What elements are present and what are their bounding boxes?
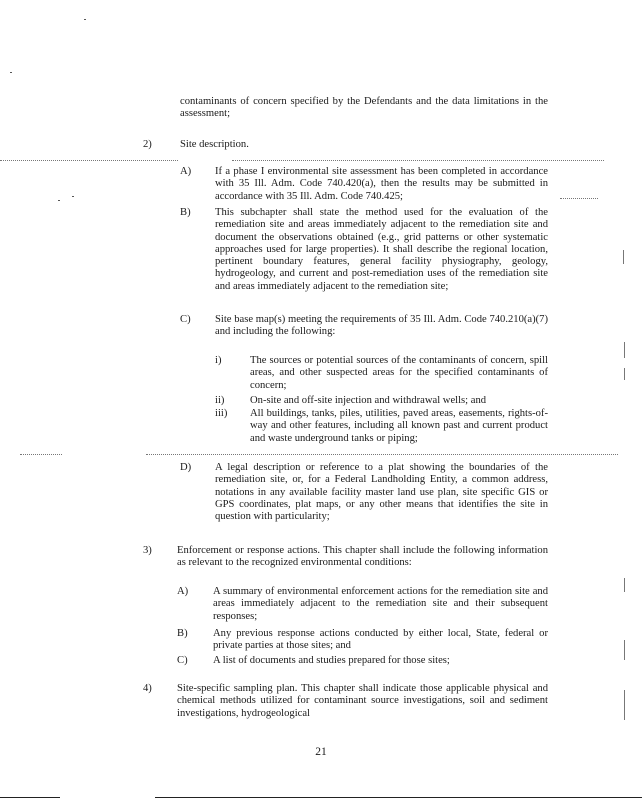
item-text: This subchapter shall state the method used for the evaluation of the remediation site and areas immediately adjacent to the remediation site and document the observations obtained (e.g., grid patterns or other systematic approaches used for large properties). It shall describe the regional location, pertinent boundary features, general facility physiography, geology, hydrogeology, and current and post-remediation uses of the remediation site and areas immediately adjacent to the remediation site;: [215, 207, 548, 292]
subitem-text: The sources or potential sources of the contaminants of concern, spill areas, and other suspected areas for the specified contaminants of concern;: [250, 355, 548, 391]
item-text: A summary of environmental enforcement actions for the remediation site and areas immediately adjacent to the remediation site and their subsequent responses;: [213, 586, 548, 622]
section-number: 2): [143, 139, 152, 150]
subitem-label: iii): [215, 408, 228, 419]
scan-noise: [0, 160, 178, 161]
item-label: A): [177, 586, 189, 597]
scan-noise: [624, 368, 625, 380]
scan-noise: [624, 578, 625, 592]
scan-noise: [10, 72, 12, 73]
scan-noise: [560, 198, 598, 199]
scan-noise: [623, 250, 624, 264]
scan-noise: [58, 200, 60, 201]
item-label: A): [180, 166, 192, 177]
item-text: Any previous response actions conducted by either local, State, federal or private parties at those sites; and: [213, 628, 548, 652]
scan-edge: [155, 797, 642, 798]
intro-continuation: contaminants of concern specified by the Defendants and the data limitations in the assessment;: [180, 96, 548, 120]
section-heading: Site description.: [180, 139, 249, 150]
scan-noise: [72, 196, 74, 197]
section-number: 4): [143, 683, 152, 694]
scan-noise: [624, 342, 625, 358]
item-label: B): [177, 628, 188, 639]
subitem-text: On-site and off-site injection and withdrawal wells; and: [250, 395, 487, 406]
section-heading: Site-specific sampling plan. This chapter shall indicate those applicable physical and chemical methods utilized for contaminant source investigations, soil and sediment investigations, hydrogeological: [177, 683, 548, 719]
section-number: 3): [143, 545, 152, 556]
page-number: 21: [315, 746, 327, 758]
scan-edge: [0, 797, 60, 798]
subitem-label: ii): [215, 395, 225, 406]
item-text: A legal description or reference to a plat showing the boundaries of the remediation site, or, for a Federal Landholding Entity, a common address, notations in any available facility master land use plan, site specific GIS or GPS coordinates, plat maps, or any other means that identifies the site in question with particularity;: [215, 462, 548, 523]
item-label: C): [177, 655, 188, 666]
item-label: C): [180, 314, 191, 325]
section-heading: Enforcement or response actions. This chapter shall include the following information as relevant to the recognized environmental conditions:: [177, 545, 548, 569]
scan-noise: [232, 160, 604, 161]
subitem-label: i): [215, 355, 222, 366]
scan-noise: [20, 454, 62, 455]
scan-noise: [84, 19, 86, 20]
scan-noise: [624, 690, 625, 720]
item-label: B): [180, 207, 191, 218]
scan-noise: [624, 640, 625, 660]
item-label: D): [180, 462, 192, 473]
item-text: A list of documents and studies prepared for those sites;: [213, 655, 450, 666]
scan-noise: [146, 454, 618, 455]
item-text: Site base map(s) meeting the requirements of 35 Ill. Adm. Code 740.210(a)(7) and including the following:: [215, 314, 548, 338]
item-text: If a phase I environmental site assessment has been completed in accordance with 35 Ill. Adm. Code 740.420(a), then the results may be submitted in accordance with 35 Ill. Adm. Code 740.425;: [215, 166, 548, 202]
subitem-text: All buildings, tanks, piles, utilities, paved areas, easements, rights-of-way and other features, including all known past and current product and waste underground tanks or piping;: [250, 408, 548, 444]
